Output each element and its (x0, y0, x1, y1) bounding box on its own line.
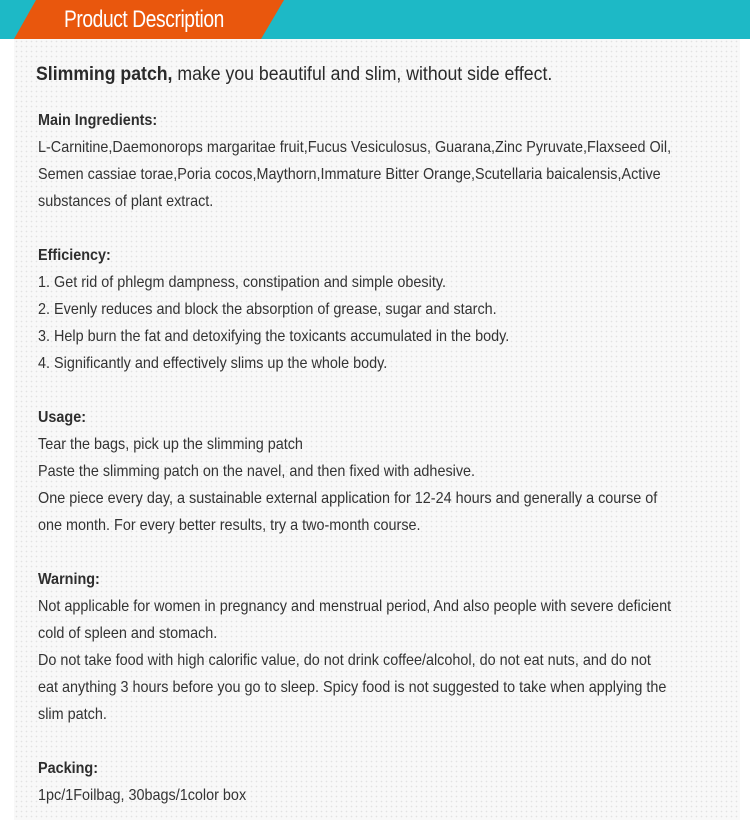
ingredients-line: substances of plant extract. (38, 193, 214, 210)
section-efficiency (38, 242, 722, 377)
efficiency-item: 2. Evenly reduces and block the absorption of grease, sugar and starch. (38, 301, 497, 318)
efficiency-item: 1. Get rid of phlegm dampness, constipation and simple obesity. (38, 274, 446, 291)
description-content (38, 107, 722, 836)
section-title: Packing: (38, 760, 99, 777)
page-title: Product Description (64, 6, 224, 33)
intro-text: make you beautiful and slim, without side effect. (172, 64, 553, 85)
section-title: Main Ingredients: (38, 112, 158, 129)
warning-line: cold of spleen and stomach. (38, 625, 218, 642)
usage-line: Paste the slimming patch on the navel, and then fixed with adhesive. (38, 463, 476, 480)
warning-line: Do not take food with high calorific value, do not drink coffee/alcohol, do not eat nuts, and do not (38, 652, 651, 669)
section-title: Efficiency: (38, 247, 111, 264)
usage-line: Tear the bags, pick up the slimming patch (38, 436, 303, 453)
intro-lead: Slimming patch, (36, 64, 173, 85)
section-title: Warning: (38, 571, 100, 588)
warning-line: slim patch. (38, 706, 107, 723)
usage-line: one month. For every better results, try a two-month course. (38, 517, 421, 534)
usage-line: One piece every day, a sustainable external application for 12-24 hours and generally a course of (38, 490, 658, 507)
efficiency-item: 4. Significantly and effectively slims up the whole body. (38, 355, 388, 372)
section-packing (38, 755, 722, 809)
intro-line (36, 62, 552, 88)
section-ingredients (38, 107, 722, 215)
packing-line: 1pc/1Foilbag, 30bags/1color box (38, 787, 247, 804)
efficiency-item: 3. Help burn the fat and detoxifying the toxicants accumulated in the body. (38, 328, 510, 345)
warning-line: Not applicable for women in pregnancy and menstrual period, And also people with severe deficient (38, 598, 672, 615)
section-usage (38, 404, 722, 539)
section-title: Usage: (38, 409, 87, 426)
section-warning (38, 566, 722, 728)
warning-line: eat anything 3 hours before you go to sleep. Spicy food is not suggested to take when applying the (38, 679, 667, 696)
ingredients-line: Semen cassiae torae,Poria cocos,Maythorn,Immature Bitter Orange,Scutellaria baicalensis,Active (38, 166, 661, 183)
ingredients-line: L-Carnitine,Daemonorops margaritae fruit,Fucus Vesiculosus, Guarana,Zinc Pyruvate,Flaxseed Oil, (38, 139, 672, 156)
